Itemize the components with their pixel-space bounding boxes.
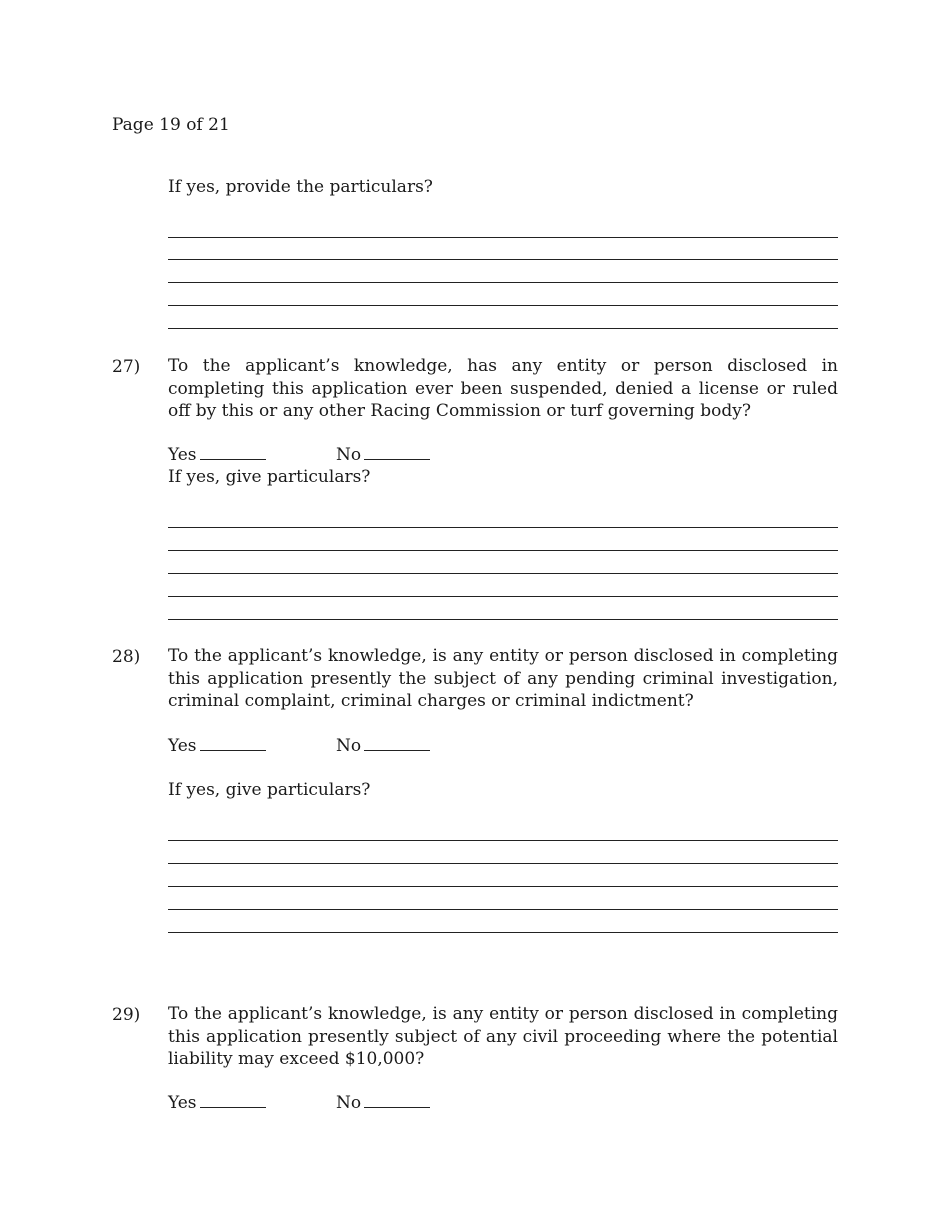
no-option: [336, 444, 430, 466]
answer-line[interactable]: [168, 932, 838, 933]
no-answer-blank[interactable]: [364, 1092, 430, 1108]
answer-line[interactable]: [168, 550, 838, 551]
answer-line[interactable]: [168, 573, 838, 574]
no-answer-blank[interactable]: [364, 444, 430, 460]
carryover-prompt: If yes, provide the particulars?: [168, 177, 433, 197]
yes-answer-blank[interactable]: [200, 1092, 266, 1108]
no-label: No: [336, 445, 362, 465]
yes-label: Yes: [168, 445, 197, 465]
page-number: Page 19 of 21: [112, 115, 230, 135]
answer-line[interactable]: [168, 619, 838, 620]
yes-option: [168, 444, 266, 466]
answer-line[interactable]: [168, 237, 838, 238]
yes-label: Yes: [168, 736, 197, 756]
answer-line[interactable]: [168, 527, 838, 528]
yes-option: [168, 735, 266, 757]
yes-option: [168, 1092, 266, 1114]
answer-line[interactable]: [168, 328, 838, 329]
answer-line[interactable]: [168, 863, 838, 864]
answer-line[interactable]: [168, 840, 838, 841]
question-number: 27): [112, 357, 141, 377]
question-number: 28): [112, 647, 141, 667]
no-option: [336, 735, 430, 757]
no-option: [336, 1092, 430, 1114]
answer-line[interactable]: [168, 259, 838, 260]
followup-prompt: If yes, give particulars?: [168, 780, 371, 800]
question-text: To the applicant’s knowledge, is any entity or person disclosed in completing this application presently the subject of any pending criminal investigation, criminal complaint, criminal charges or criminal indictment?: [168, 646, 838, 711]
answer-line[interactable]: [168, 282, 838, 283]
answer-line[interactable]: [168, 596, 838, 597]
answer-line[interactable]: [168, 886, 838, 887]
yes-label: Yes: [168, 1093, 197, 1113]
followup-prompt: If yes, give particulars?: [168, 467, 371, 487]
no-label: No: [336, 736, 362, 756]
yes-answer-blank[interactable]: [200, 444, 266, 460]
answer-line[interactable]: [168, 305, 838, 306]
yes-answer-blank[interactable]: [200, 735, 266, 751]
no-answer-blank[interactable]: [364, 735, 430, 751]
no-label: No: [336, 1093, 362, 1113]
question-text: To the applicant’s knowledge, is any entity or person disclosed in completing this application presently subject of any civil proceeding where the potential liability may exceed $10,000?: [168, 1004, 838, 1069]
question-number: 29): [112, 1005, 141, 1025]
question-text: To the applicant’s knowledge, has any entity or person disclosed in completing this application ever been suspended, denied a license or ruled off by this or any other Racing Commission or turf governing body?: [168, 356, 838, 421]
answer-line[interactable]: [168, 909, 838, 910]
